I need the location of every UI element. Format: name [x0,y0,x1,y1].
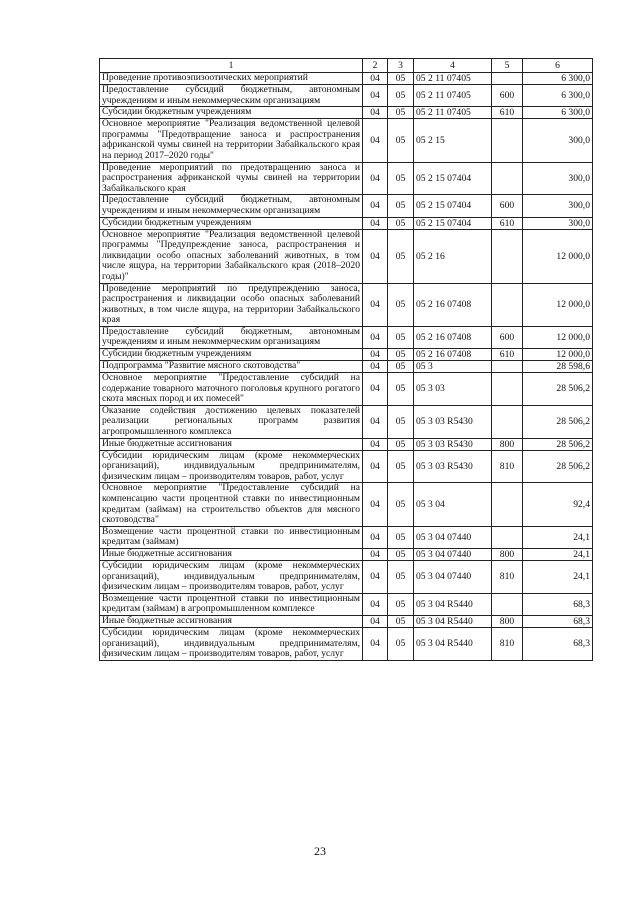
row-expense-type-cell [492,593,523,615]
header-cell: 2 [363,59,388,73]
row-name-cell: Субсидии бюджетным учреждениям [100,107,363,119]
row-amount-cell: 92,4 [523,483,593,526]
row-amount-cell: 12 000,0 [523,326,593,348]
row-name-cell: Проведение мероприятий по предотвращению заноса и распространения африканской чумы свиней на территории Забайкальского края [100,162,363,195]
row-section-cell: 04 [363,627,388,660]
row-target-code-cell: 05 3 04 R5440 [414,627,492,660]
row-subsection-cell: 05 [388,373,414,406]
row-subsection-cell: 05 [388,85,414,107]
row-subsection-cell: 05 [388,593,414,615]
row-expense-type-cell: 810 [492,450,523,483]
row-name-cell: Субсидии юридическим лицам (кроме некоммерческих организаций), индивидуальным предпринимателям, физическим лицам – производителям товаров, работ, услуг [100,450,363,483]
row-target-code-cell: 05 3 03 R5430 [414,405,492,438]
row-subsection-cell: 05 [388,326,414,348]
table-row [100,593,593,615]
row-amount-cell: 24,1 [523,560,593,593]
table-row [100,326,593,348]
row-section-cell: 04 [363,373,388,406]
row-expense-type-cell: 600 [492,195,523,217]
row-subsection-cell: 05 [388,627,414,660]
row-amount-cell: 12 000,0 [523,229,593,283]
table-row [100,560,593,593]
row-target-code-cell: 05 3 04 07440 [414,526,492,548]
table-row [100,107,593,119]
row-subsection-cell: 05 [388,438,414,450]
row-section-cell: 04 [363,195,388,217]
row-section-cell: 04 [363,73,388,85]
row-amount-cell: 28 506,2 [523,450,593,483]
row-target-code-cell: 05 3 04 R5440 [414,615,492,627]
row-expense-type-cell [492,119,523,162]
row-section-cell: 04 [363,119,388,162]
row-section-cell: 04 [363,349,388,361]
table-row [100,483,593,526]
row-subsection-cell: 05 [388,73,414,85]
row-amount-cell: 300,0 [523,162,593,195]
table-row [100,548,593,560]
table-row [100,283,593,326]
row-target-code-cell: 05 2 11 07405 [414,107,492,119]
row-target-code-cell: 05 2 16 07408 [414,349,492,361]
row-expense-type-cell: 800 [492,438,523,450]
row-target-code-cell: 05 2 11 07405 [414,85,492,107]
row-expense-type-cell: 600 [492,85,523,107]
row-section-cell: 04 [363,85,388,107]
table-row [100,349,593,361]
row-subsection-cell: 05 [388,349,414,361]
page-number: 23 [314,844,326,858]
table-row [100,195,593,217]
row-expense-type-cell: 810 [492,560,523,593]
row-expense-type-cell: 610 [492,349,523,361]
row-target-code-cell: 05 2 15 07404 [414,195,492,217]
row-target-code-cell: 05 2 15 07404 [414,162,492,195]
row-amount-cell: 6 300,0 [523,107,593,119]
row-target-code-cell: 05 2 15 07404 [414,217,492,229]
table-row [100,85,593,107]
table-row [100,526,593,548]
row-name-cell: Проведение противоэпизоотических мероприятий [100,73,363,85]
header-cell: 1 [100,59,363,73]
row-expense-type-cell: 800 [492,615,523,627]
row-name-cell: Иные бюджетные ассигнования [100,438,363,450]
row-section-cell: 04 [363,361,388,373]
table-row [100,162,593,195]
row-target-code-cell: 05 2 15 [414,119,492,162]
row-name-cell: Иные бюджетные ассигнования [100,548,363,560]
row-amount-cell: 28 506,2 [523,405,593,438]
row-amount-cell: 6 300,0 [523,73,593,85]
row-target-code-cell: 05 3 03 [414,373,492,406]
table-row [100,373,593,406]
row-amount-cell: 68,3 [523,627,593,660]
row-target-code-cell: 05 3 04 [414,483,492,526]
row-section-cell: 04 [363,217,388,229]
row-target-code-cell: 05 2 16 07408 [414,326,492,348]
row-target-code-cell: 05 3 03 R5430 [414,450,492,483]
row-subsection-cell: 05 [388,526,414,548]
table-row [100,450,593,483]
table-header-row [100,59,593,73]
row-amount-cell: 68,3 [523,615,593,627]
row-expense-type-cell [492,483,523,526]
row-section-cell: 04 [363,450,388,483]
row-section-cell: 04 [363,483,388,526]
row-name-cell: Основное мероприятие "Предоставление субсидий на содержание товарного маточного поголовья крупного рогатого скота мясных пород и их помесей" [100,373,363,406]
row-name-cell: Проведение мероприятий по предупреждению заноса, распространения и ликвидации особо опасных заболеваний животных, в том числе ящура, на территории Забайкальского края [100,283,363,326]
row-target-code-cell: 05 3 04 07440 [414,548,492,560]
row-section-cell: 04 [363,615,388,627]
row-subsection-cell: 05 [388,450,414,483]
row-expense-type-cell: 600 [492,326,523,348]
row-subsection-cell: 05 [388,483,414,526]
table-row [100,438,593,450]
row-name-cell: Основное мероприятие "Реализация ведомственной целевой программы "Предупреждение заноса, распространения и ликвидации особо опасных заболеваний животных, в том числе ящура, на территории Забайкальского края (2018–2020 годы)" [100,229,363,283]
row-amount-cell: 300,0 [523,217,593,229]
row-name-cell: Предоставление субсидий бюджетным, автономным учреждениям и иным некоммерческим организациям [100,326,363,348]
table-body [100,73,593,661]
row-subsection-cell: 05 [388,162,414,195]
row-amount-cell: 12 000,0 [523,349,593,361]
row-subsection-cell: 05 [388,548,414,560]
budget-table [99,58,593,661]
row-section-cell: 04 [363,162,388,195]
row-amount-cell: 12 000,0 [523,283,593,326]
table-row [100,119,593,162]
row-subsection-cell: 05 [388,229,414,283]
row-target-code-cell: 05 3 04 07440 [414,560,492,593]
table-row [100,405,593,438]
row-section-cell: 04 [363,229,388,283]
row-target-code-cell: 05 2 11 07405 [414,73,492,85]
row-subsection-cell: 05 [388,361,414,373]
row-subsection-cell: 05 [388,283,414,326]
row-expense-type-cell: 610 [492,107,523,119]
table-row [100,627,593,660]
row-section-cell: 04 [363,326,388,348]
table-row [100,615,593,627]
row-section-cell: 04 [363,283,388,326]
row-expense-type-cell [492,405,523,438]
row-target-code-cell: 05 3 [414,361,492,373]
row-expense-type-cell [492,361,523,373]
row-name-cell: Возмещение части процентной ставки по инвестиционным кредитам (займам) [100,526,363,548]
row-amount-cell: 24,1 [523,548,593,560]
row-section-cell: 04 [363,560,388,593]
row-expense-type-cell: 800 [492,548,523,560]
row-target-code-cell: 05 2 16 [414,229,492,283]
row-name-cell: Субсидии юридическим лицам (кроме некоммерческих организаций), индивидуальным предпринимателям, физическим лицам – производителям товаров, работ, услуг [100,560,363,593]
row-name-cell: Субсидии юридическим лицам (кроме некоммерческих организаций), индивидуальным предпринимателям, физическим лицам – производителям товаров, работ, услуг [100,627,363,660]
row-amount-cell: 28 506,2 [523,438,593,450]
row-amount-cell: 68,3 [523,593,593,615]
row-section-cell: 04 [363,438,388,450]
row-target-code-cell: 05 3 03 R5430 [414,438,492,450]
row-name-cell: Основное мероприятие "Предоставление субсидий на компенсацию части процентной ставки по инвестиционным кредитам (займам) на строительство объектов для мясного скотоводства" [100,483,363,526]
header-cell: 5 [492,59,523,73]
row-section-cell: 04 [363,405,388,438]
row-name-cell: Основное мероприятие "Реализация ведомственной целевой программы "Предотвращение заноса и распространения африканской чумы свиней на территории Забайкальского края на период 2017–2020 годы" [100,119,363,162]
row-amount-cell: 28 506,2 [523,373,593,406]
row-name-cell: Субсидии бюджетным учреждениям [100,217,363,229]
header-cell: 4 [414,59,492,73]
row-expense-type-cell [492,526,523,548]
row-target-code-cell: 05 3 04 R5440 [414,593,492,615]
row-section-cell: 04 [363,593,388,615]
row-amount-cell: 24,1 [523,526,593,548]
row-subsection-cell: 05 [388,195,414,217]
row-name-cell: Предоставление субсидий бюджетным, автономным учреждениям и иным некоммерческим организациям [100,85,363,107]
row-subsection-cell: 05 [388,217,414,229]
table-row [100,73,593,85]
row-subsection-cell: 05 [388,615,414,627]
row-name-cell: Предоставление субсидий бюджетным, автономным учреждениям и иным некоммерческим организациям [100,195,363,217]
table-row [100,217,593,229]
row-section-cell: 04 [363,526,388,548]
row-subsection-cell: 05 [388,560,414,593]
row-target-code-cell: 05 2 16 07408 [414,283,492,326]
row-expense-type-cell [492,283,523,326]
row-amount-cell: 6 300,0 [523,85,593,107]
row-name-cell: Оказание содействия достижению целевых показателей реализации региональных программ развития агропромышленного комплекса [100,405,363,438]
table-row [100,361,593,373]
row-expense-type-cell [492,229,523,283]
row-name-cell: Возмещение части процентной ставки по инвестиционным кредитам (займам) в агропромышленном комплексе [100,593,363,615]
row-expense-type-cell: 610 [492,217,523,229]
row-subsection-cell: 05 [388,405,414,438]
table-row [100,229,593,283]
row-expense-type-cell [492,162,523,195]
header-cell: 6 [523,59,593,73]
row-name-cell: Иные бюджетные ассигнования [100,615,363,627]
row-amount-cell: 300,0 [523,119,593,162]
row-section-cell: 04 [363,548,388,560]
row-subsection-cell: 05 [388,119,414,162]
row-expense-type-cell: 810 [492,627,523,660]
row-amount-cell: 28 598,6 [523,361,593,373]
row-expense-type-cell [492,373,523,406]
row-subsection-cell: 05 [388,107,414,119]
row-section-cell: 04 [363,107,388,119]
header-cell: 3 [388,59,414,73]
row-amount-cell: 300,0 [523,195,593,217]
row-expense-type-cell [492,73,523,85]
row-name-cell: Субсидии бюджетным учреждениям [100,349,363,361]
row-name-cell: Подпрограмма "Развитие мясного скотоводства" [100,361,363,373]
